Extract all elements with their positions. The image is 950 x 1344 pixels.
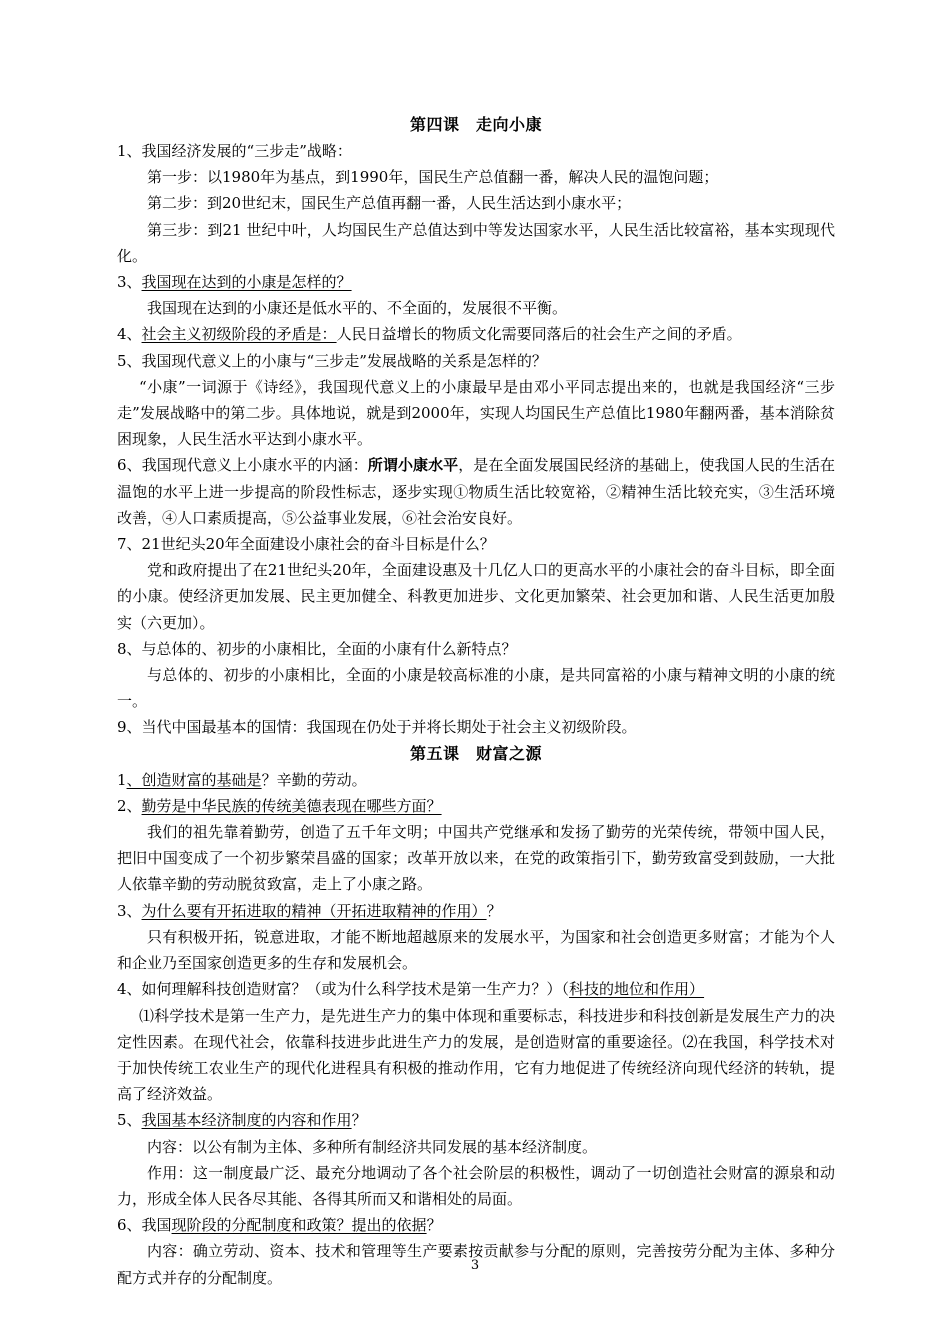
- page-number: 3: [470, 1258, 480, 1273]
- l5-a6: 内容：确立劳动、资本、技术和管理等生产要素按贡献参与分配的原则，完善按劳分配为主体、多种分配方式并存的分配制度。: [117, 1242, 835, 1287]
- l5-a5-role: 作用：这一制度最广泛、最充分地调动了各个社会阶层的积极性，调动了一切创造社会财富的源泉和动力，形成全体人民各尽其能、各得其所而又和谐相处的局面。: [117, 1163, 835, 1208]
- l5-q2: 2、勤劳是中华民族的传统美德表现在哪些方面？: [117, 796, 442, 815]
- l4-step2: 第二步：到20世纪末，国民生产总值再翻一番，人民生活达到小康水平；: [147, 194, 632, 213]
- l4-step1: 第一步：以1980年为基点，到1990年，国民生产总值翻一番，解决人民的温饱问题；: [147, 168, 719, 187]
- l4-q4: 4、社会主义初级阶段的矛盾是：人民日益增长的物质文化需要同落后的社会生产之间的矛盾。: [117, 325, 742, 344]
- l5-a5-content: 内容：以公有制为主体、多种所有制经济共同发展的基本经济制度。: [147, 1137, 598, 1156]
- l4-q3: 3、我国现在达到的小康是怎样的？: [117, 273, 352, 292]
- l4-q5: 5、我国现代意义上的小康与“三步走”发展战略的关系是怎样的？: [117, 351, 547, 370]
- l4-q7: 7、21世纪头20年全面建设小康社会的奋斗目标是什么？: [117, 535, 495, 554]
- l4-a3: 我国现在达到的小康还是低水平的、不全面的，发展很不平衡。: [147, 299, 568, 318]
- l4-a7: 党和政府提出了在21世纪头20年，全面建设惠及十几亿人口的更高水平的小康社会的奋斗目标，即全面的小康。使经济更加发展、民主更加健全、科教更加进步、文化更加繁荣、社会更加和谐、人民生活更加殷实（六更加）。: [117, 561, 835, 632]
- l4-q1: 1、我国经济发展的“三步走”战略：: [117, 142, 352, 160]
- l5-a2: 我们的祖先靠着勤劳，创造了五千年文明；中国共产党继承和发扬了勤劳的光荣传统，带领中国人民，把旧中国变成了一个初步繁荣昌盛的国家；改革开放以来，在党的政策指引下，勤劳致富受到鼓励，一大批人依靠辛勤的劳动脱贫致富，走上了小康之路。: [117, 823, 835, 894]
- l4-q8: 8、与总体的、初步的小康相比，全面的小康有什么新特点？: [117, 639, 517, 658]
- l5-q3: 3、为什么要有开拓进取的精神（开拓进取精神的作用）？: [117, 901, 502, 920]
- l5-q6: 6、我国现阶段的分配制度和政策？提出的依据？: [117, 1216, 442, 1235]
- l4-q6: 6、我国现代意义上小康水平的内涵：所谓小康水平，是在全面发展国民经济的基础上，使我国人民的生活在温饱的水平上进一步提高的阶段性标志，逐步实现①物质生活比较宽裕，②精神生活比较充实，③生活环境改善，④人口素质提高，⑤公益事业发展，⑥社会治安良好。: [117, 456, 835, 527]
- l4-step3: 第三步：到21 世纪中叶，人均国民生产总值达到中等发达国家水平，人民生活比较富裕，基本实现现代化。: [117, 220, 835, 265]
- document-body: [117, 112, 835, 1291]
- l4-q9: 9、当代中国最基本的国情：我国现在仍处于并将长期处于社会主义初级阶段。: [117, 718, 637, 737]
- l4-a5: “小康”一词源于《诗经》，我国现代意义上的小康最早是由邓小平同志提出来的，也就是我国经济“三步走”发展战略中的第二步。具体地说，就是到2000年，实现人均国民生产总值比1980年翻两番，基本消除贫困现象，人民生活水平达到小康水平。: [117, 377, 835, 449]
- l5-a4: ⑴科学技术是第一生产力，是先进生产力的集中体现和重要标志，科技进步和科技创新是发展生产力的决定性因素。在现代社会，依靠科技进步此进生产力的发展，是创造财富的重要途径。⑵在我国，科学技术对于加快传统工农业生产的现代化进程具有积极的推动作用，它有力地促进了传统经济向现代经济的转轨，提高了经济效益。: [117, 1006, 835, 1104]
- lesson5-title: 第五课 财富之源: [409, 743, 542, 763]
- l5-a3: 只有积极开拓，锐意进取，才能不断地超越原来的发展水平，为国家和社会创造更多财富；才能为个人和企业乃至国家创造更多的生存和发展机会。: [117, 927, 835, 973]
- lesson4-title: 第四课 走向小康: [409, 115, 542, 134]
- l5-q4: 4、如何理解科技创造财富？（或为什么科学技术是第一生产力？）（科技的地位和作用）: [117, 980, 705, 999]
- l4-a8: 与总体的、初步的小康相比，全面的小康是较高标准的小康，是共同富裕的小康与精神文明的小康的统一。: [117, 666, 835, 711]
- l5-q5: 5、我国基本经济制度的内容和作用？: [117, 1111, 367, 1130]
- l5-q1: 1、创造财富的基础是？辛勤的劳动。: [117, 770, 367, 789]
